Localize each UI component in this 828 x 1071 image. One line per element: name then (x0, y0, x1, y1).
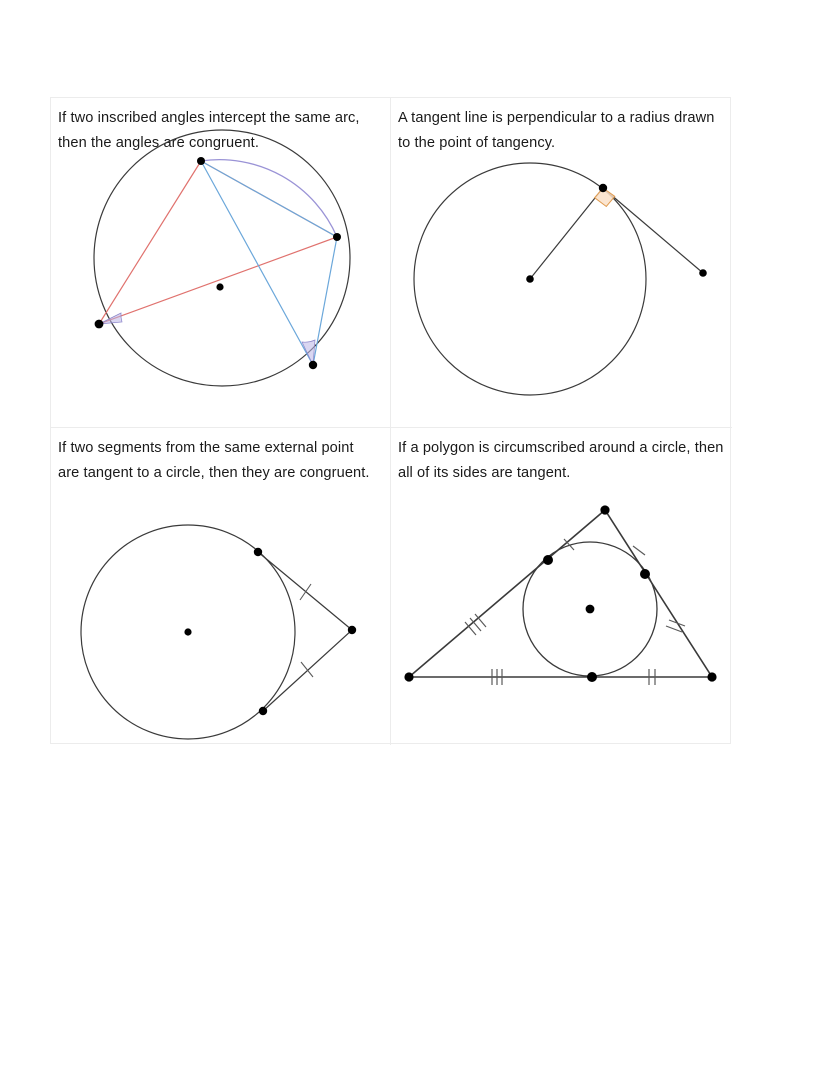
point-of-tangency-bottom (587, 672, 597, 682)
circle-outline (414, 163, 646, 395)
point-of-tangency-upper (254, 548, 262, 556)
tick-right-side-2 (669, 620, 685, 626)
radius-segment (530, 188, 603, 279)
tangent-segment-lower (263, 630, 352, 711)
circle-outline (81, 525, 295, 739)
circle-center-point (526, 275, 534, 283)
tick-apex-right-1 (633, 546, 645, 555)
angle-marker-left (99, 313, 122, 324)
tick-left-side-1 (465, 622, 476, 635)
vertex-point-top (197, 157, 205, 165)
angle-marker-bottom-right (302, 340, 315, 365)
tick-apex-left-1 (564, 539, 574, 550)
triangle-vertex-left (404, 672, 413, 681)
external-point (348, 626, 356, 634)
theorem-text-two-tangents: If two segments from the same external point are tangent to a circle, then they are congruent. (58, 440, 370, 481)
red-inscribed-angle-triangle (99, 161, 337, 324)
theorem-card-two-tangents (51, 428, 391, 745)
point-of-tangency-lower (259, 707, 267, 715)
point-of-tangency-right-side (640, 569, 650, 579)
circle-outline (94, 130, 350, 386)
vertex-point-bottom-right (309, 361, 317, 369)
theorem-text-inscribed-angles: If two inscribed angles intercept the same arc, then the angles are congruent. (58, 110, 360, 151)
tangent-segment (603, 188, 703, 273)
right-angle-marker (595, 188, 615, 207)
theorem-card-tangent-radius (391, 98, 732, 428)
intercepted-arc (201, 160, 337, 237)
tick-left-side-3 (475, 614, 486, 627)
circle-center-point (216, 283, 223, 290)
vertex-point-left (95, 320, 104, 329)
theorem-text-tangent-radius: A tangent line is perpendicular to a radius drawn to the point of tangency. (398, 110, 715, 151)
tangent-endpoint (699, 269, 707, 277)
circle-center-point (184, 628, 191, 635)
tick-left-side-2 (470, 618, 481, 631)
point-of-tangency (599, 184, 607, 192)
blue-inscribed-angle-triangle (201, 161, 337, 365)
theorem-card-inscribed-angles (51, 98, 391, 428)
inscribed-circle (523, 542, 657, 676)
theorem-card-circumscribed-polygon (391, 428, 732, 745)
tick-mark-lower (301, 662, 313, 677)
vertex-point-right (333, 233, 341, 241)
tangent-segment-upper (258, 552, 352, 630)
incircle-center-point (586, 605, 595, 614)
theorem-text-circumscribed-polygon: If a polygon is circumscribed around a circle, then all of its sides are tangent. (398, 440, 724, 481)
tick-right-side-1 (666, 626, 682, 632)
triangle-vertex-apex (600, 505, 609, 514)
theorem-card-grid (50, 97, 731, 744)
tick-mark-upper (300, 584, 311, 600)
triangle-vertex-right (707, 672, 716, 681)
point-of-tangency-left-side (543, 555, 553, 565)
circumscribed-triangle (409, 510, 712, 677)
